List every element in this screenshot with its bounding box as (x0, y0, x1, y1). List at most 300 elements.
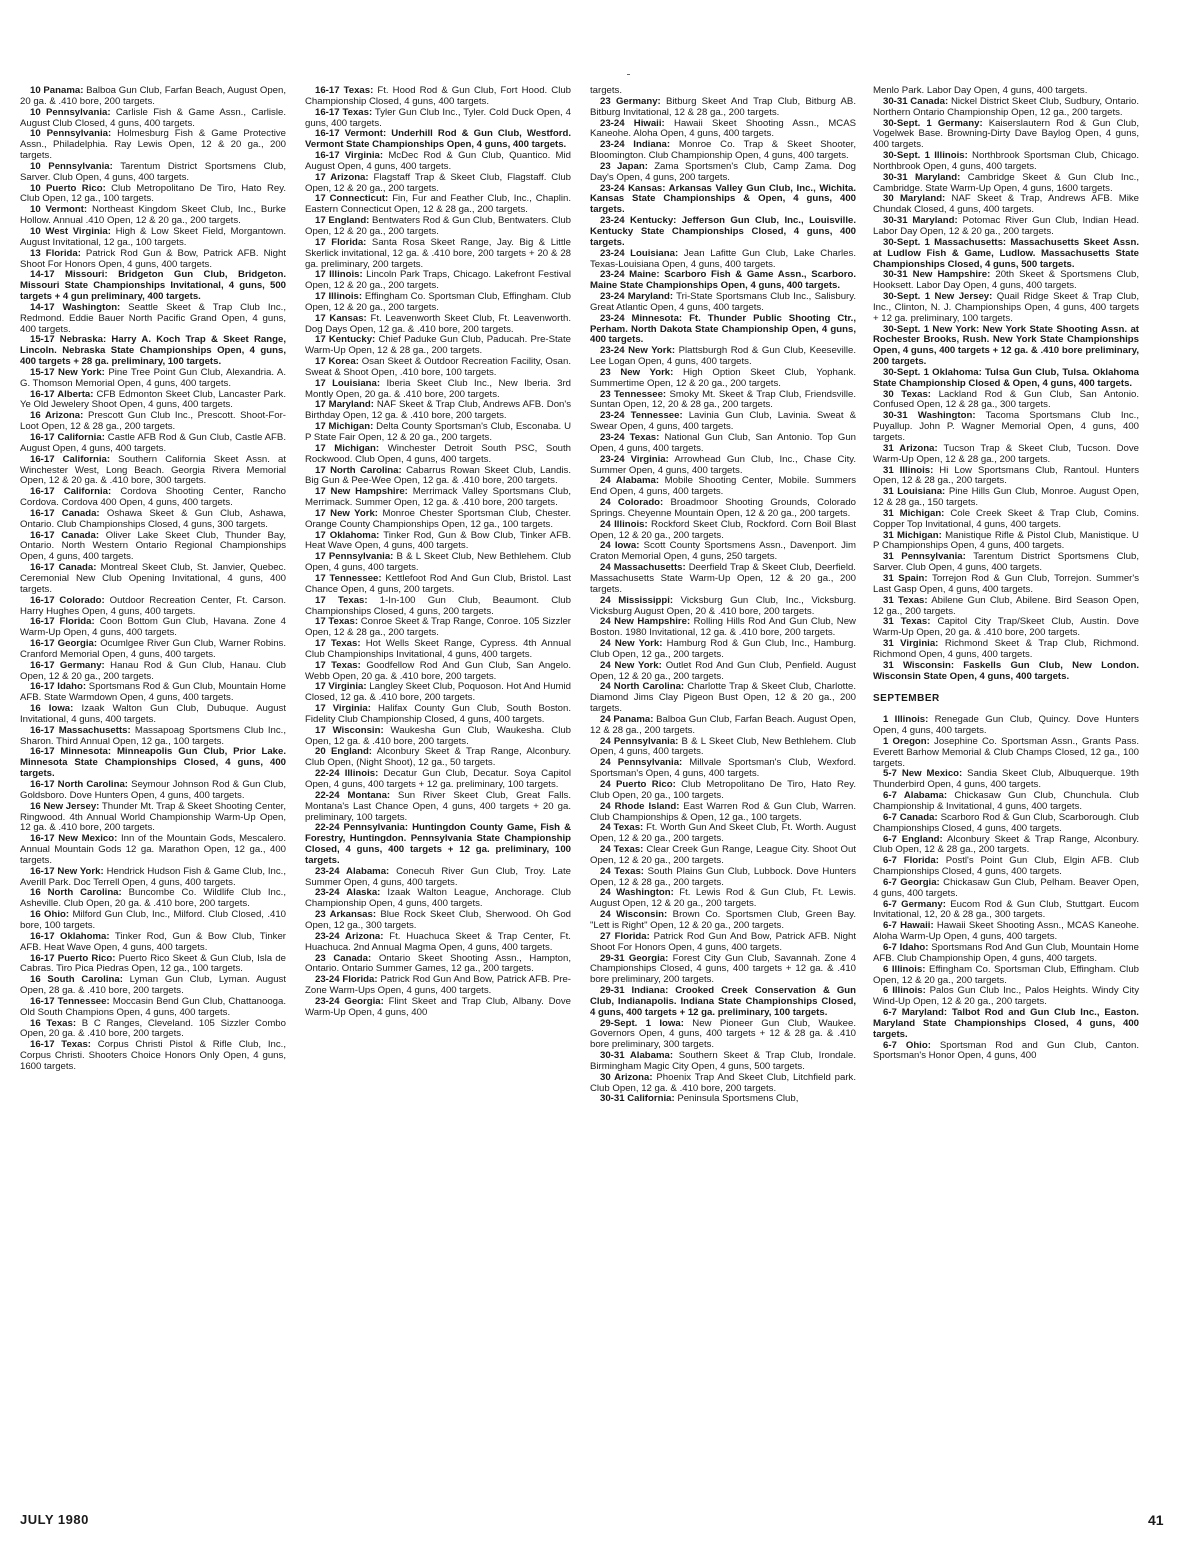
listing-date-state: 14-17 Washington: (30, 301, 121, 313)
listing-date-state: 31 Arizona: (883, 442, 938, 454)
listing-date-state: 16-17 Massachusetts: (30, 724, 131, 736)
shoot-listing (873, 270, 1139, 292)
listing-date-state: 30-Sept. 1 New York: (883, 323, 980, 335)
listing-date-state: 30-31 New Hampshire: (883, 269, 991, 281)
listing-details: B C Ranges, Cleveland. 105 Sizzler Combo Open, 20 ga. & .410 bore, 200 targets. (20, 1017, 286, 1040)
listing-details: Minneapolis Gun Club, Prior Lake. Minnesota State Championships Closed, 4 guns, 400 targets. (20, 746, 286, 780)
shoot-listing (20, 997, 286, 1019)
listing-date-state: 31 Wisconsin: (883, 659, 955, 671)
listing-date-state: 31 Virginia: (883, 638, 939, 650)
listing-date-state: 6-7 Alabama: (883, 790, 948, 802)
shoot-listing (20, 802, 286, 835)
listing-date-state: 30-31 Maryland: (883, 215, 958, 227)
listing-details: Josephine Co. Sportsman Assn., Grants Pass. Everett Barhow Memorial & Club Champs Closed, 12 ga., 100 targets. (873, 735, 1139, 769)
shoot-listing (590, 520, 856, 542)
listing-date-state: 10 Pennsylvania: (30, 106, 111, 118)
listing-details: Chickasaw Gun Club, Pelham. Beaver Open, 4 guns, 400 targets. (873, 876, 1139, 899)
listing-details: Tarentum District Sportsmens Club, Sarver. Club Open, 4 guns, 400 targets. (873, 551, 1139, 574)
shoot-listing (305, 173, 571, 195)
shoot-listing (590, 1019, 856, 1052)
listing-details: Ft. Hood Rod & Gun Club, Fort Hood. Club Championship Closed, 4 guns, 400 targets. (305, 85, 571, 107)
listing-details: Clear Creek Gun Range, League City. Shoot Out Open, 12 & 20 ga., 200 targets. (590, 844, 856, 866)
shoot-listing (873, 466, 1139, 488)
listing-date-state: 16-17 New Mexico: (30, 833, 118, 845)
shoot-listing (305, 888, 571, 910)
listing-details: Flagstaff Trap & Skeet Club, Flagstaff. Club Open, 12 & 20 ga., 200 targets. (305, 171, 571, 194)
listing-details: Menlo Park. Labor Day Open, 4 guns, 400 targets. (873, 85, 1088, 96)
shoot-listing (590, 617, 856, 639)
listing-details: Sportsman Rod and Gun Club, Canton. Sportsman's Honor Open, 4 guns, 400 (873, 1039, 1139, 1062)
listing-details: Peninsula Sportsmens Club, (674, 1093, 799, 1105)
listing-details: Chief Paduke Gun Club, Paducah. Pre-State Warm-Up Open, 12 & 28 ga., 200 targets. (305, 334, 572, 357)
listing-date-state: 6-7 Germany: (883, 898, 946, 910)
listing-details: Seattle Skeet & Trap Club Inc., Redmond. Eddie Bauer North Pacific Grand Open, 4 guns, 400 targets. (20, 301, 286, 335)
listing-details: Scarboro Fish & Game Assn., Scarboro. Maine State Championships Open, 4 guns, 400 targets. (590, 269, 856, 292)
listing-details: Hot Wells Skeet Range, Cypress. 4th Annual Club Championships Invitational, 4 guns, 400 targets. (305, 638, 571, 660)
listing-details: Delta County Sportsman's Club, Esconaba. U P State Fair Open, 12 & 20 ga., 200 targets. (305, 421, 571, 443)
shoot-listing (305, 975, 571, 997)
listing-details: Club Metropolitano De Tiro, Hato Rey. Club Open, 12 ga., 100 targets. (20, 182, 286, 205)
listing-details: Halifax County Gun Club, South Boston. Fidelity Club Championship Closed, 4 guns, 400 targets. (305, 703, 571, 725)
listing-details: Izaak Walton League, Anchorage. Club Championship Open, 4 guns, 400 targets. (305, 887, 571, 910)
listing-date-state: 23-24 Virginia: (600, 453, 669, 465)
listing-date-state: 22-24 Montana: (315, 789, 391, 801)
listing-date-state: 24 New Hampshire: (600, 616, 691, 628)
shoot-listing (590, 737, 856, 759)
listing-date-state: 23-24 Hiwaii: (600, 117, 665, 129)
listing-details: Hawaii Skeet Shooting Assn., MCAS Kaneohe. Aloha Open, 4 guns, 400 targets. (590, 117, 857, 140)
listing-date-state: 16-17 North Carolina: (30, 779, 128, 790)
shoot-listing (590, 1051, 856, 1073)
listing-date-state: 17 New York: (315, 507, 378, 519)
listing-details: Patrick Rod Gun & Bow, Patrick AFB. Night Shoot For Honors Open, 4 guns, 400 targets. (20, 247, 286, 270)
section-heading: SEPTEMBER (873, 693, 940, 705)
shoot-listing (873, 552, 1139, 574)
listing-details: Monroe Chester Sportsman Club, Chester. Orange County Championships Open, 12 ga., 100 targets. (305, 507, 571, 530)
listing-details: Effingham Co. Sportsman Club, Effingham. Club Open, 12 & 20 ga., 200 targets. (305, 291, 571, 313)
listing-details: Tarentum District Sportsmens Club, Sarver. Club Open, 4 guns, 400 targets. (20, 160, 286, 183)
listing-details: Santa Rosa Skeet Range, Jay. Big & Little Skerlick invitational, 12 ga. & .410 bore, 200 targets + 20 & 28 ga. preliminary, 200 targets. (305, 236, 572, 270)
listing-details: Tacoma Sportsmans Club Inc., Puyallup. John P. Wagner Memorial Open, 4 guns, 400 targets. (873, 410, 1139, 443)
listing-details: National Gun Club, San Antonio. Top Gun Open, 4 guns, 400 targets. (590, 432, 857, 454)
listing-date-state: 16 North Carolina: (30, 887, 122, 899)
listing-details: Milford Gun Club, Inc., Milford. Club Closed, .410 bore, 100 targets. (20, 909, 286, 931)
shoot-listing (305, 574, 571, 596)
listing-details: Hi Low Sportsmans Club, Rantoul. Hunters Open, 12 & 28 ga., 200 targets. (873, 464, 1139, 487)
listing-date-state: 10 Puerto Rico: (30, 182, 106, 194)
shoot-listing (20, 726, 286, 748)
listing-details: Cole Creek Skeet & Trap Club, Comins. Copper Top Invitational, 4 guns, 400 targets. (873, 507, 1139, 530)
listing-date-state: 17 Texas: (315, 594, 368, 606)
shoot-listing (873, 119, 1139, 152)
listing-details: Hendrick Hudson Fish & Game Club, Inc., Averill Park. Doc Terrell Open, 4 guns, 400 targets. (20, 865, 286, 888)
listing-date-state: 16-17 Colorado: (30, 594, 105, 606)
listing-date-state: 10 Pennsylvania: (30, 128, 112, 140)
listing-details: Harry A. Koch Trap & Skeet Range, Lincoln. Nebraska State Championships Open, 4 guns, 400 targets + 28 ga. preliminary, 100 targets. (20, 334, 286, 368)
shoot-listing (873, 574, 1139, 596)
listing-date-state: 17 Wisconsin: (315, 724, 384, 736)
shoot-listing (590, 390, 856, 412)
shoot-listing (873, 173, 1139, 195)
listing-date-state: 23-24 Alabama: (315, 865, 390, 877)
listing-date-state: 17 North Carolina: (315, 464, 402, 476)
listing-date-state: 27 Florida: (600, 930, 650, 942)
listing-details: Scott County Sportsmens Assn., Davenport. Jim Craton Memorial Open, 4 guns, 250 targets. (590, 540, 856, 563)
listing-date-state: 16-17 Alberta: (30, 388, 94, 400)
listing-date-state: 30-Sept. 1 Massachusetts: (883, 236, 1007, 248)
listing-details: 1-In-100 Gun Club, Beaumont. Club Championships Closed, 4 guns, 200 targets. (305, 594, 571, 617)
listing-details: Rockford Skeet Club, Rockford. Corn Boil Blast Open, 12 & 20 ga., 200 targets. (590, 518, 856, 541)
listing-details: Huntingdon County Game, Fish & Forestry, Huntingdon. Pennsylvania State Championship Closed, 4 guns, 400 targets + 12 ga. preliminary, 100 targets. (305, 822, 571, 866)
listing-details: Tinker Rod, Gun & Bow Club, Tinker AFB. Heat Wave Open, 4 guns, 400 targets. (305, 529, 571, 552)
listing-details: Southern Skeet & Trap Club, Irondale. Birmingham Magic City Open, 4 guns, 500 targets. (590, 1050, 856, 1072)
shoot-listing (20, 682, 286, 704)
shoot-listing (590, 314, 856, 347)
listing-date-state: 29-Sept. 1 Iowa: (600, 1017, 684, 1029)
shoot-listing (873, 390, 1139, 412)
listing-details: targets. (590, 85, 622, 96)
listing-details: Balboa Gun Club, Farfan Beach, August Open, 20 ga. & .410 bore, 200 targets. (20, 85, 286, 107)
listing-date-state: 16-17 Texas: (315, 106, 373, 118)
listing-date-state: 17 Michigan: (315, 442, 380, 454)
listing-details: Lackland Rod & Gun Club, San Antonio. Confused Open, 12 & 28 ga., 300 targets. (873, 388, 1139, 411)
listing-details: Cambridge Skeet & Gun Club Inc., Cambridge. State Warm-Up Open, 4 guns, 1600 targets. (873, 171, 1140, 194)
listing-details: Waukesha Gun Club, Waukesha. Club Open, 12 ga. & .410 bore, 200 targets. (305, 724, 571, 747)
listing-details: Buncombe Co. Wildlife Club Inc., Asheville. Club Open, 20 ga. & .410 bore, 200 targets. (20, 887, 286, 910)
shoot-listing (590, 954, 856, 987)
listing-date-state: 17 Virginia: (315, 681, 367, 693)
shoot-listing (20, 1040, 286, 1073)
shoot-listing (590, 270, 856, 292)
shoot-listing (873, 769, 1139, 791)
shoot-listing (305, 823, 571, 866)
listing-date-state: 17 Tennessee: (315, 572, 382, 584)
listing-date-state: 30 Texas: (883, 388, 931, 400)
listing-details: Jefferson Gun Club, Inc., Louisville. Kentucky State Championships Closed, 4 guns, 400 targets. (590, 215, 856, 248)
shoot-listing (873, 444, 1139, 466)
listing-date-state: 20 England: (315, 746, 372, 758)
listing-date-state: 24 Texas: (600, 822, 644, 834)
shoot-listing (305, 552, 571, 574)
shoot-listing (305, 422, 571, 444)
listing-details: Bitburg Skeet And Trap Club, Bitburg AB. Bitburg Invitational, 12 & 28 ga., 200 targets. (590, 95, 856, 118)
listing-details: Bridgeton Gun Club, Bridgeton. Missouri State Championships Invitational, 4 guns, 500 targets + 4 gun preliminary, 400 targets. (20, 269, 286, 303)
shoot-listing (20, 390, 286, 412)
listing-date-state: 13 Florida: (30, 247, 81, 259)
listing-details: Pine Tree Point Gun Club, Alexandria. A. G. Thomson Memorial Open, 4 guns, 400 targets. (20, 366, 286, 389)
listing-date-state: 24 Pennsylvania: (600, 735, 679, 747)
listing-details: Southern California Skeet Assn. at Winchester West, Long Beach. Georgia Rivera Memorial Open, 12 & 20 ga. & .410 bore, 300 targets. (20, 453, 286, 487)
shoot-listing (873, 737, 1139, 770)
listing-details: Patrick Rod Gun And Bow, Patrick AFB. Night Shoot For Honors Open, 4 guns, 400 targets. (590, 930, 856, 953)
listing-date-state: 24 Alabama: (600, 475, 660, 487)
shoot-listing (305, 292, 571, 314)
listing-details: Corpus Christi Pistol & Rifle Club, Inc., Corpus Christi. Shooters Choice Honors Only Open, 4 guns, 1600 targets. (20, 1039, 286, 1072)
shoot-listing (20, 910, 286, 932)
listing-details: Moccasin Bend Gun Club, Chattanooga. Old South Champions Open, 4 guns, 400 targets. (20, 995, 286, 1018)
listing-details: Manistique Rifle & Pistol Club, Manistique. U P Championships Open, 4 guns, 400 targets. (873, 529, 1139, 552)
listing-details: Osan Skeet & Outdoor Recreation Facility, Osan. Sweat & Shoot Open, .410 bore, 100 targets. (305, 356, 571, 378)
shoot-listing (873, 661, 1139, 683)
listing-details: Smoky Mt. Skeet & Trap Club, Friendsville. Suntan Open, 12, 20 & 28 ga., 200 targets. (590, 388, 856, 411)
shoot-listing (20, 270, 286, 303)
shoot-listing (590, 986, 856, 1019)
listing-date-state: 30-31 Canada: (883, 95, 949, 107)
listing-date-state: 30-31 California: (600, 1093, 675, 1105)
listing-details: Millvale Sportsman's Club, Wexford. Sportsman's Open, 4 guns, 400 targets. (590, 757, 856, 780)
listing-details: Northeast Kingdom Skeet Club, Inc., Burke Hollow. Annual .410 Open, 12 & 20 ga., 200 targets. (20, 204, 286, 227)
shoot-listing (590, 780, 856, 802)
shoot-listing (873, 194, 1139, 216)
shoot-listing (305, 151, 571, 173)
listing-details: Faskells Gun Club, New London. Wisconsin State Open, 4 guns, 400 targets. (873, 659, 1139, 682)
listing-date-state: 24 New York: (600, 638, 663, 650)
listing-details: Lavinia Gun Club, Lavinia. Sweat & Swear Open, 4 guns, 400 targets. (590, 410, 857, 433)
listing-details: Oshawa Skeet & Gun Club, Ashawa, Ontario. Club Championships Closed, 4 guns, 300 targets. (20, 507, 286, 530)
shoot-listing (20, 509, 286, 531)
shoot-listing (873, 813, 1139, 835)
listing-date-state: 30-Sept. 1 New Jersey: (883, 291, 993, 303)
shoot-listing (20, 596, 286, 618)
shoot-listing (590, 455, 856, 477)
listing-date-state: 16-17 Florida: (30, 616, 95, 628)
shoot-listing (305, 932, 571, 954)
listing-date-state: 31 Pennsylvania: (883, 551, 966, 563)
listing-date-state: 17 Kentucky: (315, 334, 376, 346)
listing-details: Postl's Point Gun Club, Elgin AFB. Club Championships Closed, 4 guns, 400 targets. (873, 855, 1139, 878)
shoot-listing (590, 368, 856, 390)
shoot-listing (590, 845, 856, 867)
listing-date-state: 17 Virginia: (315, 703, 371, 715)
listing-date-state: 16-17 Vermont: (315, 128, 387, 140)
shoot-listing (590, 715, 856, 737)
listing-details: Ft. Worth Gun And Skeet Club, Ft. Worth. August Open, 12 & 20 ga., 200 targets. (590, 822, 856, 845)
shoot-listing (873, 617, 1139, 639)
listing-details: Oliver Lake Skeet Club, Thunder Bay, Ontario. North Western Ontario Regional Championships Open, 4 guns, 400 targets. (20, 529, 286, 563)
listing-details: Lyman Gun Club, Lyman. August Open, 28 ga. & .410 bore, 200 targets. (20, 974, 286, 997)
listing-date-state: 31 Illinois: (883, 464, 934, 476)
shoot-listing (20, 335, 286, 368)
listing-date-state: 17 Illinois: (315, 269, 363, 281)
listing-date-state: 30 Maryland: (883, 193, 946, 205)
listing-date-state: 24 Mississippi: (600, 594, 674, 606)
listing-details: Hamburg Rod & Gun Club, Inc., Hamburg. Club Open, 12 ga., 200 targets. (590, 638, 856, 660)
listing-details: Ocumlgee River Gun Club, Warner Robins. Cranford Memorial Open, 4 guns, 400 targets. (20, 638, 286, 660)
listing-date-state: 17 Oklahoma: (315, 529, 380, 541)
listing-date-state: 17 Pennsylvania: (315, 551, 394, 563)
listing-date-state: 10 West Virginia: (30, 225, 111, 237)
shoot-listing (20, 834, 286, 867)
listing-date-state: 30-31 Maryland: (883, 171, 961, 183)
listing-details: Holmesburg Fish & Game Protective Assn., Philadelphia. Ray Lewis Open, 12 & 20 ga., 200 targets. (20, 128, 286, 162)
listing-date-state: 29-31 Georgia: (600, 952, 669, 964)
listing-date-state: 29-31 Indiana: (600, 985, 669, 997)
shoot-listing (305, 270, 571, 292)
listing-date-state: 16 Iowa: (30, 703, 74, 715)
shoot-listing (20, 704, 286, 726)
listing-date-state: 16-17 Georgia: (30, 638, 98, 650)
shoot-listing (873, 986, 1139, 1008)
listing-date-state: 24 Wisconsin: (600, 909, 668, 921)
listing-date-state: 24 North Carolina: (600, 681, 685, 693)
shoot-listing (305, 910, 571, 932)
listing-date-state: 16-17 Puerto Rico: (30, 952, 116, 964)
shoot-listing (590, 1094, 856, 1105)
shoot-listing (305, 639, 571, 661)
shoot-listing (873, 238, 1139, 271)
listing-details: Hanau Rod & Gun Club, Hanau. Club Open, 12 & 20 ga., 200 targets. (20, 659, 286, 682)
shoot-listing (20, 867, 286, 889)
listing-date-state: 1 Illinois: (883, 714, 929, 726)
listing-details: Effingham Co. Sportsman Club, Effingham. Club Open, 12 & 20 ga., 200 targets. (873, 963, 1139, 986)
listing-details: Sandia Skeet Club, Albuquerque. 19th Thunderbird Open, 4 guns, 400 targets. (873, 768, 1139, 791)
listing-date-state: 16-17 Canada: (30, 529, 100, 541)
shoot-listing (305, 335, 571, 357)
shoot-listing (590, 888, 856, 910)
shoot-listing (873, 900, 1139, 922)
listing-details: Torrejon Rod & Gun Club, Torrejon. Summer's Last Gasp Open, 4 guns, 400 targets. (873, 572, 1139, 595)
shoot-listing (305, 747, 571, 769)
shoot-listing (590, 661, 856, 683)
shoot-listing (590, 162, 856, 184)
listing-date-state: 6-7 Ohio: (883, 1039, 931, 1051)
shoot-listing (873, 368, 1139, 390)
shoot-listing (305, 661, 571, 683)
shoot-listing (590, 1073, 856, 1095)
shoot-listing (590, 932, 856, 954)
listing-date-state: 17 New Hampshire: (315, 486, 408, 498)
listing-date-state: 23-24 Alaska: (315, 887, 381, 899)
listing-date-state: 16-17 Virginia: (315, 150, 384, 162)
shoot-listing (590, 498, 856, 520)
listing-details: Nickel District Skeet Club, Sudbury, Ontario. Northern Ontario Championship Open, 12 ga., 200 targets. (873, 95, 1139, 118)
listing-details: Tyler Gun Club Inc., Tyler. Cold Duck Open, 4 guns, 400 targets. (305, 106, 571, 129)
listing-details: Kettlefoot Rod And Gun Club, Bristol. Last Chance Open, 4 guns, 200 targets. (305, 572, 571, 595)
listing-details: Merrimack Valley Sportsmans Club, Merrimack. Summer Open, 12 ga. & .410 bore, 200 targets. (305, 486, 571, 509)
column-1 (20, 86, 286, 1073)
listing-details: Quail Ridge Skeet & Trap Club, Inc., Clinton, N. J. Championships Open, 4 guns, 400 targets + 12 ga. preliminary, 100 targets. (873, 291, 1139, 324)
listing-date-state: 16-17 Germany: (30, 659, 105, 671)
listing-date-state: 17 Florida: (315, 236, 367, 248)
shoot-listing (590, 596, 856, 618)
listing-date-state: 24 Massachusetts: (600, 562, 686, 574)
listing-details: Ft. Lewis Rod & Gun Club, Ft. Lewis. August Open, 12 & 20 ga., 200 targets. (590, 887, 856, 910)
shoot-listing (590, 433, 856, 455)
print-mark (627, 74, 630, 75)
listing-details: Alconbury Skeet & Trap Range, Alconbury. Club Open, (Night Shoot), 12 ga., 50 targets. (305, 746, 571, 769)
listing-details: Inn of the Mountain Gods, Mescalero. Annual Mountain Gods 12 ga. Marathon Open, 12 ga., 400 targets. (20, 833, 286, 866)
listing-details: Bentwaters Rod & Gun Club, Bentwaters. Club Open, 12 & 20 ga., 200 targets. (305, 215, 571, 237)
listing-details: Pine Hills Gun Club, Monroe. August Open, 12 & 28 ga., 150 targets. (873, 486, 1139, 509)
shoot-listing (20, 86, 286, 108)
listing-date-state: 31 Texas: (883, 616, 931, 628)
listing-date-state: 22-24 Pennsylvania: (315, 822, 409, 834)
listing-details: CFB Edmonton Skeet Club, Lancaster Park. Ye Old Jewelery Shoot Open, 4 guns, 400 targets. (20, 388, 286, 411)
listing-details: Richmond Skeet & Trap Club, Richmond. Richmond Open, 4 guns, 400 targets. (873, 638, 1139, 660)
column-4 (873, 86, 1139, 1062)
listing-details: Sportsmans Rod And Gun Club, Mountain Home AFB. Club Championship Open, 4 guns, 400 targets. (873, 941, 1139, 964)
listing-details: Palos Gun Club Inc., Palos Heights. Windy City Wind-Up Open, 12 & 20 ga., 200 targets. (873, 985, 1139, 1008)
shoot-listing (590, 97, 856, 119)
listing-date-state: 23-24 Indiana: (600, 139, 671, 151)
listing-details: 20th Skeet & Sportsmens Club, Hooksett. Labor Day Open, 4 guns, 400 targets. (873, 269, 1140, 292)
listing-date-state: 17 England: (315, 215, 370, 227)
listing-details: High Option Skeet Club, Yophank. Summertime Open, 12 & 20 ga., 200 targets. (590, 366, 856, 389)
shoot-listing (873, 325, 1139, 368)
shoot-listing (305, 444, 571, 466)
listing-details: Underhill Rod & Gun Club, Westford. Vermont State Championships Open, 4 guns, 400 targets. (305, 128, 571, 151)
listing-date-state: 6-7 Canada: (883, 811, 938, 823)
shoot-listing (590, 823, 856, 845)
listing-details: Brown Co. Sportsmen Club, Green Bay. "Lett is Right" Open, 12 & 20 ga., 200 targets. (590, 909, 856, 931)
shoot-listing (305, 194, 571, 216)
shoot-listing (873, 715, 1139, 737)
listing-details: Cabarrus Rowan Skeet Club, Landis. Big Gun & Pee-Wee Open, 12 ga. & .410 bore, 200 targets. (305, 464, 571, 487)
shoot-listing (305, 400, 571, 422)
listing-date-state: 1 Oregon: (883, 735, 930, 747)
listing-details: Tulsa Gun Club, Tulsa. Oklahoma State Championship Closed & Open, 4 guns, 400 targets. (873, 366, 1139, 389)
shoot-listing (305, 379, 571, 401)
shoot-listing (590, 867, 856, 889)
shoot-listing (305, 466, 571, 488)
shoot-listing (305, 129, 571, 151)
listing-date-state: 24 Colorado: (600, 497, 664, 509)
listing-details: Arkansas Valley Gun Club, Inc., Wichita. Kansas State Championships & Open, 4 guns, 400 targets. (590, 182, 857, 216)
shoot-listing (590, 119, 856, 141)
listing-details: Decatur Gun Club, Decatur. Soya Capitol Open, 4 guns, 400 targets + 12 ga. preliminary, 100 targets. (305, 768, 572, 790)
listing-details: Mobile Shooting Center, Mobile. Summers End Open, 4 guns, 400 targets. (590, 475, 856, 498)
shoot-listing (305, 314, 571, 336)
listing-details: New York State Shooting Assn. at Rochester Brooks, Rush. New York State Championships Open, 4 guns, 400 targets + 12 ga. & .410 bore preliminary, 200 targets. (873, 323, 1139, 368)
listing-date-state: 10 Vermont: (30, 204, 88, 216)
shoot-listing (20, 932, 286, 954)
listing-details: Phoenix Trap And Skeet Club, Litchfield park. Club Open, 12 ga. & .410 bore, 200 targets. (590, 1071, 857, 1094)
listing-date-state: 16 South Carolina: (30, 974, 123, 986)
listing-details: Potomac River Gun Club, Indian Head. Labor Day Open, 12 & 20 ga., 200 targets. (873, 215, 1139, 237)
shoot-listing (590, 249, 856, 271)
shoot-listing (873, 878, 1139, 900)
listing-date-state: 31 Michigan: (883, 529, 942, 541)
shoot-listing (873, 639, 1139, 661)
shoot-listing (873, 856, 1139, 878)
listing-details: Ft. Thunder Public Shooting Ctr., Perham. North Dakota State Championship Open, 4 guns, 400 targets. (590, 312, 856, 346)
shoot-listing (20, 455, 286, 488)
listing-date-state: 24 Illinois: (600, 518, 648, 530)
listing-details: NAF Skeet & Trap Club, Andrews AFB. Don's Birthday Open, 12 ga. & .410 bore, 200 targets. (305, 399, 571, 422)
shoot-listing (305, 682, 571, 704)
shoot-listing (305, 596, 571, 618)
listing-details: Conecuh River Gun Club, Troy. Late Summer Open, 4 guns, 400 targets. (305, 865, 571, 888)
listing-date-state: 10 Panama: (30, 85, 84, 96)
listing-date-state: 23-24 Louisiana: (600, 247, 679, 259)
listing-details: Forest City Gun Club, Savannah. Zone 4 Championships Closed, 4 guns, 400 targets + 12 ga. & .410 bore preliminary, 200 targets. (590, 952, 856, 986)
listing-details: Kaiserslautern Rod & Gun Club, Vogelwek Base. Browning-Dirty Dave Baylog Open, 4 guns, 400 targets. (873, 117, 1140, 151)
listing-details: Arrowhead Gun Club, Inc., Chase City. Summer Open, 4 guns, 400 targets. (590, 453, 856, 476)
shoot-listing (20, 411, 286, 433)
listing-date-state: 24 Panama: (600, 713, 654, 725)
listing-date-state: 23-24 New York: (600, 345, 676, 357)
listing-date-state: 23-24 Maryland: (600, 291, 674, 303)
listing-details: Plattsburgh Rod & Gun Club, Keeseville. Lee Logan Open, 4 guns, 400 targets. (590, 345, 856, 368)
listing-details: Zama Sportsmen's Club, Camp Zama. Dog Day's Open, 4 guns, 200 targets. (590, 160, 856, 183)
listing-details: Renegade Gun Club, Quincy. Dove Hunters Open, 4 guns, 400 targets. (873, 714, 1139, 737)
listing-details: Eucom Rod & Gun Club, Stuttgart. Eucom Invitational, 12, 20 & 28 ga., 300 targets. (873, 898, 1139, 921)
listing-date-state: 15-17 New York: (30, 366, 105, 378)
listing-details: Scarboro Rod & Gun Club, Scarborough. Club Championships Closed, 4 guns, 400 targets. (873, 811, 1139, 834)
shoot-listing (590, 802, 856, 824)
shoot-listing (20, 487, 286, 509)
listing-details: Lincoln Park Traps, Chicago. Lakefront Festival Open, 12 & 20 ga., 200 targets. (305, 269, 571, 292)
